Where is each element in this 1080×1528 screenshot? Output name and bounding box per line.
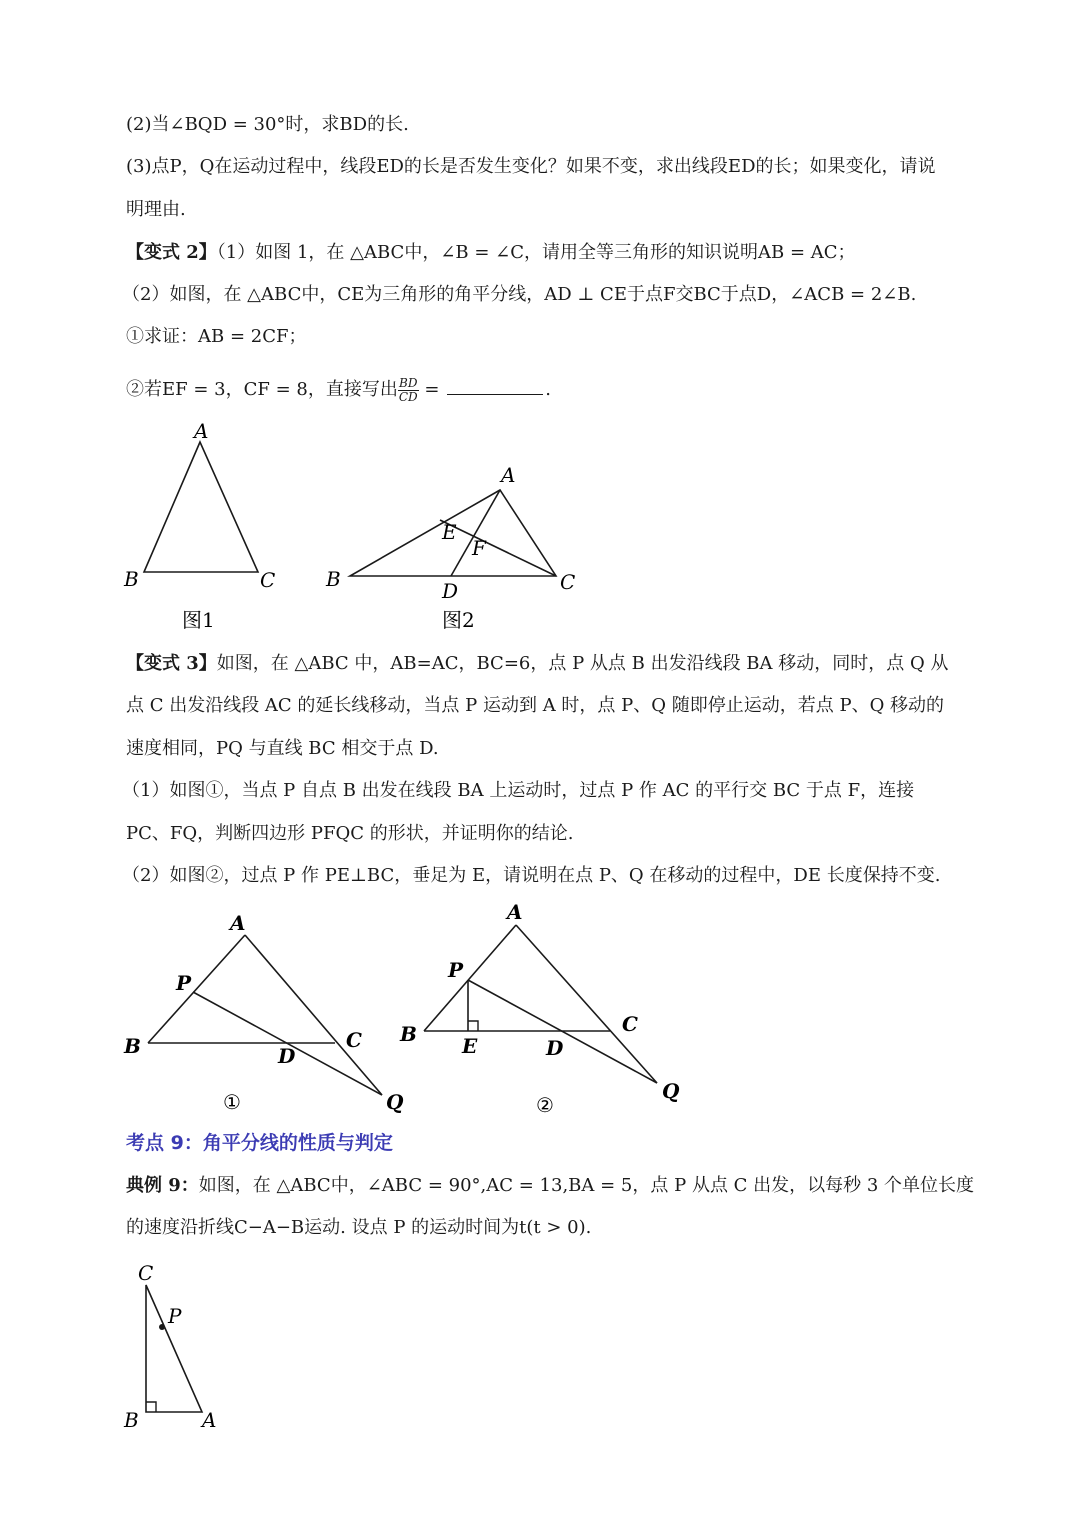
figure-1 <box>123 419 275 632</box>
label-q: Q <box>386 1090 404 1114</box>
label-c: C <box>622 1012 638 1036</box>
label-c: C <box>260 568 276 592</box>
label-c: C <box>138 1261 154 1285</box>
period: . <box>545 379 551 400</box>
caption-fig2: 图2 <box>442 608 475 632</box>
variant-3-tag: 【变式 3】 <box>126 653 217 674</box>
fraction-numerator: BD <box>399 375 418 390</box>
segment-ad <box>451 490 500 576</box>
label-a: A <box>194 419 209 443</box>
label-a: A <box>202 1408 217 1432</box>
label-f: F <box>472 536 486 560</box>
answer-blank[interactable] <box>447 376 543 395</box>
label-q: Q <box>662 1079 680 1103</box>
fraction-bd-cd <box>398 377 419 404</box>
example-9-line1 <box>126 1173 974 1199</box>
variant-2-part1 <box>126 240 856 266</box>
label-e: E <box>442 520 457 544</box>
variant-3-line2: 点 C 出发沿线段 AC 的延长线移动，当点 P 运动到 A 时，点 P、Q 随即停止运动，若点 P、Q 移动的 <box>126 695 945 716</box>
label-d: D <box>546 1036 564 1060</box>
example-9-line2: 的速度沿折线C−A−B运动. 设点 P 的运动时间为t(t > 0). <box>126 1217 592 1238</box>
right-angle-mark <box>146 1402 156 1412</box>
segment-aq <box>516 925 657 1083</box>
variant-2-part2: （2）如图，在 △ABC中，CE为三角形的角平分线，AD ⊥ CE于点F交BC于点D，∠ACB = 2∠B. <box>122 284 917 305</box>
fraction-denominator: CD <box>398 389 418 404</box>
figure-right-triangle <box>110 1255 250 1445</box>
figure-circle-2 <box>399 900 680 1117</box>
question-3-line2: 明理由. <box>126 199 186 220</box>
label-b: B <box>124 1034 141 1058</box>
figure-2 <box>325 463 575 632</box>
label-b: B <box>124 567 139 591</box>
label-e: E <box>462 1034 478 1058</box>
label-a: A <box>501 463 516 487</box>
label-d: D <box>442 579 459 603</box>
caption-circle-1: ① <box>223 1090 241 1114</box>
variant-2-claim2-text: ②若EF = 3，CF = 8，直接写出 <box>126 379 398 400</box>
variant-2-claim2 <box>126 376 551 404</box>
caption-fig1: 图1 <box>182 608 215 632</box>
example-9-tag: 典例 9： <box>126 1175 199 1196</box>
variant-3-line3: 速度相同，PQ 与直线 BC 相交于点 D. <box>126 738 439 759</box>
label-a: A <box>507 900 523 924</box>
label-p: P <box>176 971 192 995</box>
variant-3-line1 <box>126 651 948 677</box>
question-2: (2)当∠BQD = 30°时，求BD的长. <box>126 114 409 135</box>
label-b: B <box>326 567 341 591</box>
segment-ba <box>148 935 245 1043</box>
example-9-line1-text: 如图，在 △ABC中，∠ABC = 90°,AC = 13,BA = 5，点 P 从点 C 出发，以每秒 3 个单位长度 <box>198 1175 975 1196</box>
figure-circle-1 <box>123 911 404 1114</box>
variant-3-part2: （2）如图②，过点 P 作 PE⊥BC，垂足为 E，请说明在点 P、Q 在移动的过程中，DE 长度保持不变. <box>122 865 941 886</box>
figures-3-4 <box>110 895 710 1125</box>
label-b: B <box>400 1022 417 1046</box>
caption-circle-2: ② <box>536 1093 554 1117</box>
triangle-abc <box>144 442 258 572</box>
segment-ba <box>424 925 516 1031</box>
variant-2-tag: 【变式 2】 <box>126 242 217 263</box>
variant-3-part1-line2: PC、FQ，判断四边形 PFQC 的形状，并证明你的结论. <box>126 823 574 844</box>
variant-2-claim1: ①求证：AB = 2CF； <box>126 326 307 347</box>
right-angle-mark <box>468 1021 478 1031</box>
figures-1-2 <box>110 415 600 640</box>
label-a: A <box>230 911 246 935</box>
variant-3-line1-text: 如图，在 △ABC 中，AB=AC，BC=6，点 P 从点 B 出发沿线段 BA 移动，同时，点 Q 从 <box>216 653 949 674</box>
label-d: D <box>278 1044 296 1068</box>
label-p: P <box>448 958 464 982</box>
variant-2-part1-text: （1）如图 1，在 △ABC中，∠B = ∠C，请用全等三角形的知识说明AB = AC； <box>216 242 856 263</box>
variant-3-part1-line1: （1）如图①，当点 P 自点 B 出发在线段 BA 上运动时，过点 P 作 AC 的平行交 BC 于点 F，连接 <box>122 780 915 801</box>
point-p <box>159 1324 165 1330</box>
equals-sign: = <box>418 379 446 400</box>
label-c: C <box>346 1028 362 1052</box>
label-b: B <box>124 1408 139 1432</box>
section-heading-kd9: 考点 9：角平分线的性质与判定 <box>126 1132 393 1154</box>
label-c: C <box>560 570 576 594</box>
question-3-line1: (3)点P，Q在运动过程中，线段ED的长是否发生变化？如果不变，求出线段ED的长；如果变化，请说 <box>126 156 936 177</box>
segment-aq <box>245 935 382 1095</box>
label-p: P <box>168 1304 182 1328</box>
